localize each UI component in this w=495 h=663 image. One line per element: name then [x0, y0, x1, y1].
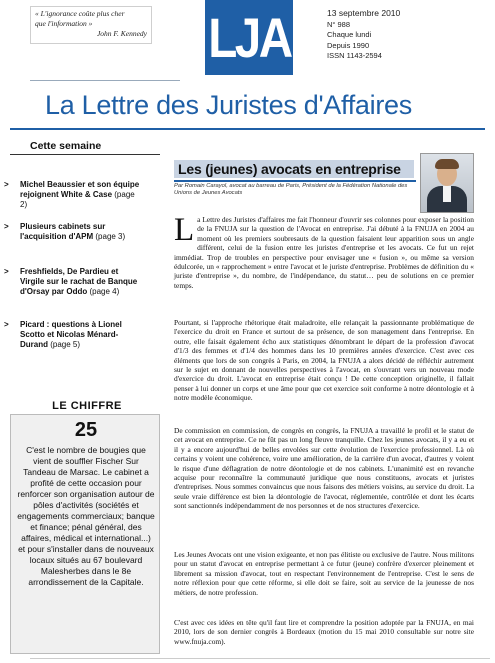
- quote-author: John F. Kennedy: [96, 29, 147, 38]
- footer-rule: [30, 658, 490, 659]
- article-paragraph-4: Les Jeunes Avocats ont une vision exigeante, et non pas élitiste ou exclusive de l'autre. Nous militons pour un statut d'avocat en entreprise permettant à ce futur (jeune) confrère d'exercer pleinement et librement sa mission d'avocat, tout en respectant l'environnement de l'entreprise. C'est le sens de notre réflexion pour que cette réforme, si elle doit se faire, soit au service de la jeunesse de nos métiers, de notre profession.: [174, 550, 474, 597]
- sidebar-contents: [10, 140, 160, 155]
- sidebar-item-3[interactable]: [4, 267, 144, 297]
- paragraph-text: a Lettre des Juristes d'affaires me fait l'honneur d'ouvrir ses colonnes pour exposer la position de la FNUJA sur la question de l'Avocat en entreprise. J'ai débuté à la FNUJA en 2004 au moment où les premiers soubresauts de la question faisaient leur apparition sous un angle différent, celui de la fusion entre les juristes d'entreprise et les avocats. Ce fut un rejet immédiat. Trop de troubles en perspective pour envisager une « fusion », ou même sa version édulcorée, un « rapprochement » entre l'avocat et le juriste d'entreprise. Problèmes de définition du « juriste d'entreprise », du nombre, de l'indépendance, du statut… peu de solutions en ce premier temps.: [174, 215, 474, 290]
- issue-info: [327, 8, 417, 62]
- sidebar-item-text: Michel Beaussier et son équipe rejoignent White & Case: [20, 180, 140, 199]
- chiffre-text: C'est le nombre de bougies que vient de souffler Fischer Sur Tandeau de Marsac. Le cabinet a profité de cette occasion pour renforcer son organisation autour de pôles d'activités (sociétés et engagements commerciaux; banque et finance; pénal général, des affaires, médical et international...) et pour s'installer dans de nouveaux locaux situés au 67 boulevard Malesherbes dans le 8e arrondissement de la Capitale.: [17, 445, 155, 587]
- sidebar-item-page: (page 5): [50, 340, 81, 349]
- sidebar-item-4[interactable]: [4, 320, 144, 350]
- issue-frequency: Chaque lundi: [327, 30, 372, 39]
- article-paragraph-1: [174, 212, 474, 290]
- article-paragraph-5: C'est avec ces idées en tête qu'il faut lire et comprendre la position adoptée par la FNUJA, en mai 2010, lors de son dernier congrès à Bordeaux (motion du 15 mai 2010 consultable sur notre site www.fnuja.com).: [174, 618, 474, 646]
- arrow-icon: >: [4, 222, 9, 231]
- article-byline: Par Romain Carayol, avocat au barreau de Paris, Président de la Fédération Nationale des Unions de Jeunes Avocats: [174, 183, 408, 196]
- issue-number: N° 988: [327, 19, 351, 29]
- issue-since: Depuis 1990: [327, 40, 370, 50]
- masthead-divider: [30, 80, 180, 81]
- chiffre-number: 25: [74, 419, 98, 441]
- arrow-icon: >: [4, 180, 9, 189]
- quote-line-1: « L'ignorance coûte plus cher: [35, 9, 125, 18]
- issue-date: 13 septembre 2010: [327, 8, 401, 18]
- article-paragraph-3: De commission en commission, de congrès en congrès, la FNUJA a travaillé le profil et le statut de cet avocat en entreprise. Ce ne fût pas un long fleuve tranquille. Chez les jeunes avocats, il y a eu et il y a encore aujourd'hui de belles envolées sur cette évolution de l'exercice professionnel. Là où certains y voient une cohérence, voire une amélioration, de la carrière d'un avocat, d'autres y voient le risque d'une déflagration de notre déontologie et de nos cabinets. L'unanimité est en revanche acquise pour reconnaître la communauté juridique que nous constituons, avocats et juristes d'entreprises. Nous sommes convaincus que nous faisons des métiers voisins, au service du droit. La seule vraie différence est bien la déontologie de l'avocat, réglementée, contrôlée et dont les écarts sont sanctionnés indépendamment de nos personnes et de nos structures d'exercice.: [174, 426, 474, 511]
- logo-text: LJA: [207, 6, 291, 69]
- issue-issn: ISSN 1143-2594: [327, 51, 382, 60]
- drop-cap: L: [174, 212, 195, 248]
- chiffre-title: LE CHIFFRE: [52, 400, 122, 412]
- sidebar-title: Cette semaine: [10, 140, 160, 155]
- quote-line-2: que l'information »: [35, 19, 93, 28]
- author-photo: [420, 153, 474, 213]
- sidebar-item-2[interactable]: [4, 222, 144, 242]
- headline-rule: [174, 180, 416, 182]
- chiffre-box: [10, 414, 160, 654]
- masthead-rule: [10, 128, 485, 130]
- sidebar-item-page: (page 2): [20, 190, 135, 209]
- sidebar-item-page: (page 3): [95, 232, 126, 241]
- sidebar-item-page: (page 4): [89, 287, 120, 296]
- epigraph-quote: [30, 6, 152, 44]
- sidebar-item-text: Plusieurs cabinets sur l'acquisition d'APM: [20, 222, 106, 241]
- masthead-title: La Lettre des Juristes d'Affaires: [45, 90, 412, 120]
- article-paragraph-2: Pourtant, si l'approche rhétorique était maladroite, elle relançait la passionnante problématique de l'exercice du droit en France et surtout de sa présence, de son management dans l'entreprise. En outre, elle faisait également écho aux statistiques dénombrant le départ de la profession d'avocat d'1/3 des femmes et d'1/4 des hommes dans les 10 premières années d'exercice. C'est avec ces éléments que lors de son congrès à Paris, en 2004, la FNUJA a alors décidé de réfléchir autrement sur le sujet en donnant de nouvelles perspectives à l'avocat, en s'ouvrant vers un nouveau mode d'exercice du droit. L'avocat en entreprise était conçu ! De cette conception originelle, il fallait penser à lui donner un corps et une âme pour que cet exercice soit conforme à notre déontologie et à notre modèle économique.: [174, 318, 474, 403]
- sidebar-item-1[interactable]: [4, 180, 144, 210]
- sidebar-item-text: Picard : questions à Lionel Scotto et Nicolas Ménard-Durand: [20, 320, 122, 349]
- arrow-icon: >: [4, 267, 9, 276]
- arrow-icon: >: [4, 320, 9, 329]
- article-headline: Les (jeunes) avocats en entreprise: [174, 160, 414, 178]
- sidebar-item-text: Freshfields, De Pardieu et Virgile sur le rachat de Banque d'Orsay par Oddo: [20, 267, 138, 296]
- lja-logo: [205, 0, 293, 75]
